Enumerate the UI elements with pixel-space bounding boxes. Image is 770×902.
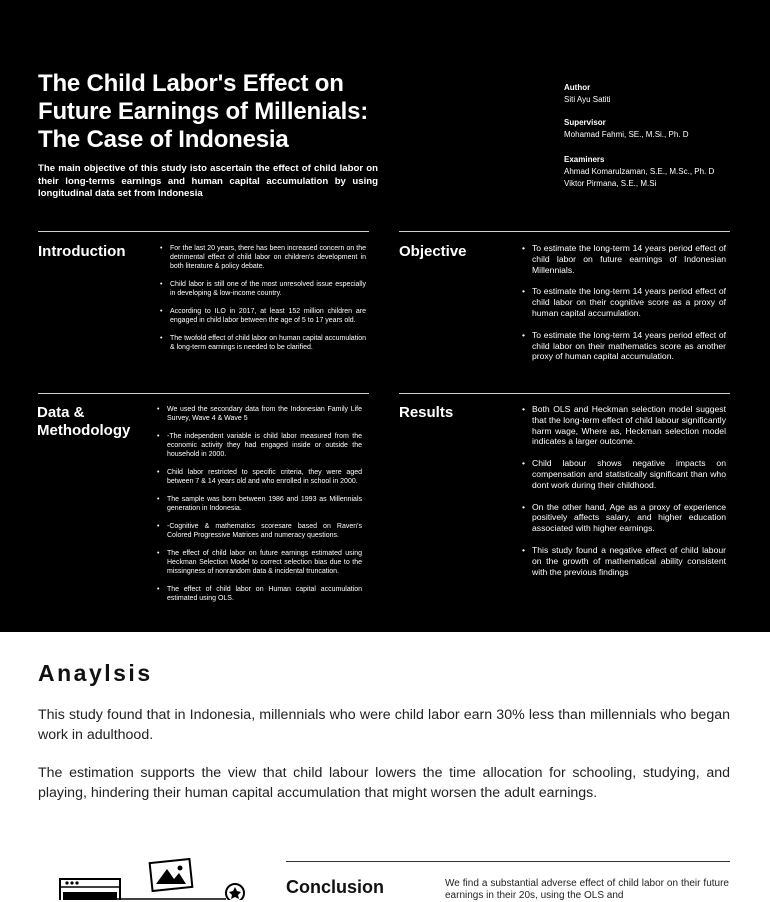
examiner-name: Ahmad Komarulzaman, S.E., M.Sc., Ph. D <box>564 167 715 176</box>
documents-illustration-icon <box>55 855 255 900</box>
list-item: • This study found a negative effect of child labour on the growth of mathematical ability consistent with the previous findings <box>522 545 726 577</box>
title-line: Future Earnings of Millenials: <box>38 98 369 125</box>
list-item: • To estimate the long-term 14 years period effect of child labor on their mathematics score as another proxy of human capital accumulation. <box>522 330 726 362</box>
objective-heading: Objective <box>399 243 467 260</box>
list-item: • The twofold effect of child labor on human capital accumulation & long-term earnings is needed to be clarified. <box>160 334 366 352</box>
list-item: • We used the secondary data from the Indonesian Family Life Survey, Wave 4 & Wave 5 <box>157 405 362 423</box>
list-item: • Child labor is still one of the most unresolved issue especially in developing & low-income country. <box>160 280 366 298</box>
title-line: The Case of Indonesia <box>38 126 289 153</box>
data-methodology-heading <box>37 404 130 440</box>
list-item: • Child labour shows negative impacts on compensation and statistically significant than who dont work during their childhood. <box>522 458 726 490</box>
supervisor-label: Supervisor <box>564 118 606 127</box>
supervisor-block <box>564 117 764 141</box>
list-item: • On the other hand, Age as a proxy of experience positively affects salary, and higher education associated with higher earnings. <box>522 502 726 534</box>
results-list <box>522 404 726 588</box>
list-item: • The effect of child labor on Human capital accumulation estimated using OLS. <box>157 585 362 603</box>
documents-illustration <box>55 855 255 900</box>
introduction-heading: Introduction <box>38 243 126 260</box>
examiners-label: Examiners <box>564 155 605 164</box>
introduction-list <box>160 244 366 361</box>
conclusion-heading: Conclusion <box>286 877 384 897</box>
divider <box>38 231 369 232</box>
list-item: • According to ILO in 2017, at least 152 million children are engaged in child labor between the age of 5 to 17 years old. <box>160 307 366 325</box>
results-heading: Results <box>399 404 454 421</box>
analysis-heading: Anaylsis <box>38 660 153 686</box>
divider <box>286 861 730 862</box>
divider <box>399 393 730 394</box>
title-line: The Child Labor's Effect on <box>38 70 344 97</box>
poster-subtitle: The main objective of this study isto ascertain the effect of child labor on their long-terms earnings and human capital accumulation by using longitudinal data set from Indonesia <box>38 163 378 199</box>
data-methodology-list <box>157 405 362 612</box>
heading-line: Methodology <box>37 422 131 439</box>
examiner-name: Viktor Pirmana, S.E., M.Si <box>564 179 657 188</box>
author-label: Author <box>564 83 591 92</box>
list-item: • Child labor restricted to specific criteria, they were aged between 7 & 14 years old and who enrolled in school in 2000. <box>157 468 362 486</box>
divider <box>38 393 369 394</box>
poster-title <box>38 70 398 154</box>
list-item: • Both OLS and Heckman selection model suggest that the long-term effect of child labour significantly harm wage, Where as, Heckman selection model indicates a larger outcome. <box>522 404 726 447</box>
objective-list <box>522 243 726 373</box>
divider <box>399 231 730 232</box>
list-item: • The effect of child labor on future earnings estimated using Heckman Selection Model to correct selection bias due to the missingness of nonrandom data & incidental truncation. <box>157 549 362 576</box>
list-item: • To estimate the long-term 14 years period effect of child labor on their cognitive score as a proxy of human capital accumulation. <box>522 286 726 318</box>
author-name: Siti Ayu Satiti <box>564 95 611 104</box>
supervisor-name: Mohamad Fahmi, SE., M.Si., Ph. D <box>564 130 689 139</box>
conclusion-text: We find a substantial adverse effect of child labor on their future earnings in their 20s, using the OLS and <box>445 878 729 901</box>
author-block <box>564 82 764 106</box>
list-item: • For the last 20 years, there has been increased concern on the detrimental effect of child labor on children's development in both literature & policy debate. <box>160 244 366 271</box>
list-item: • To estimate the long-term 14 years period effect of child labor on future earnings of Indonesian Millennials. <box>522 243 726 275</box>
examiners-block <box>564 154 764 190</box>
heading-line: Data & <box>37 404 85 421</box>
list-item: • The sample was born between 1986 and 1993 as Millennials generation in Indonesia. <box>157 495 362 513</box>
list-item: • -The independent variable is child labor measured from the economic activity they had engaged inside or outside the household in 2000. <box>157 432 362 459</box>
list-item: • -Cognitive & mathematics scoresare based on Raven's Colored Progressive Matrices and numeracy questions. <box>157 522 362 540</box>
analysis-paragraph: The estimation supports the view that child labour lowers the time allocation for schooling, studying, and playing, hindering their human capital accumulation that might worsen the adult earnings. <box>38 765 730 801</box>
analysis-paragraph: This study found that in Indonesia, millennials who were child labor earn 30% less than millennials who began work in adulthood. <box>38 707 730 743</box>
